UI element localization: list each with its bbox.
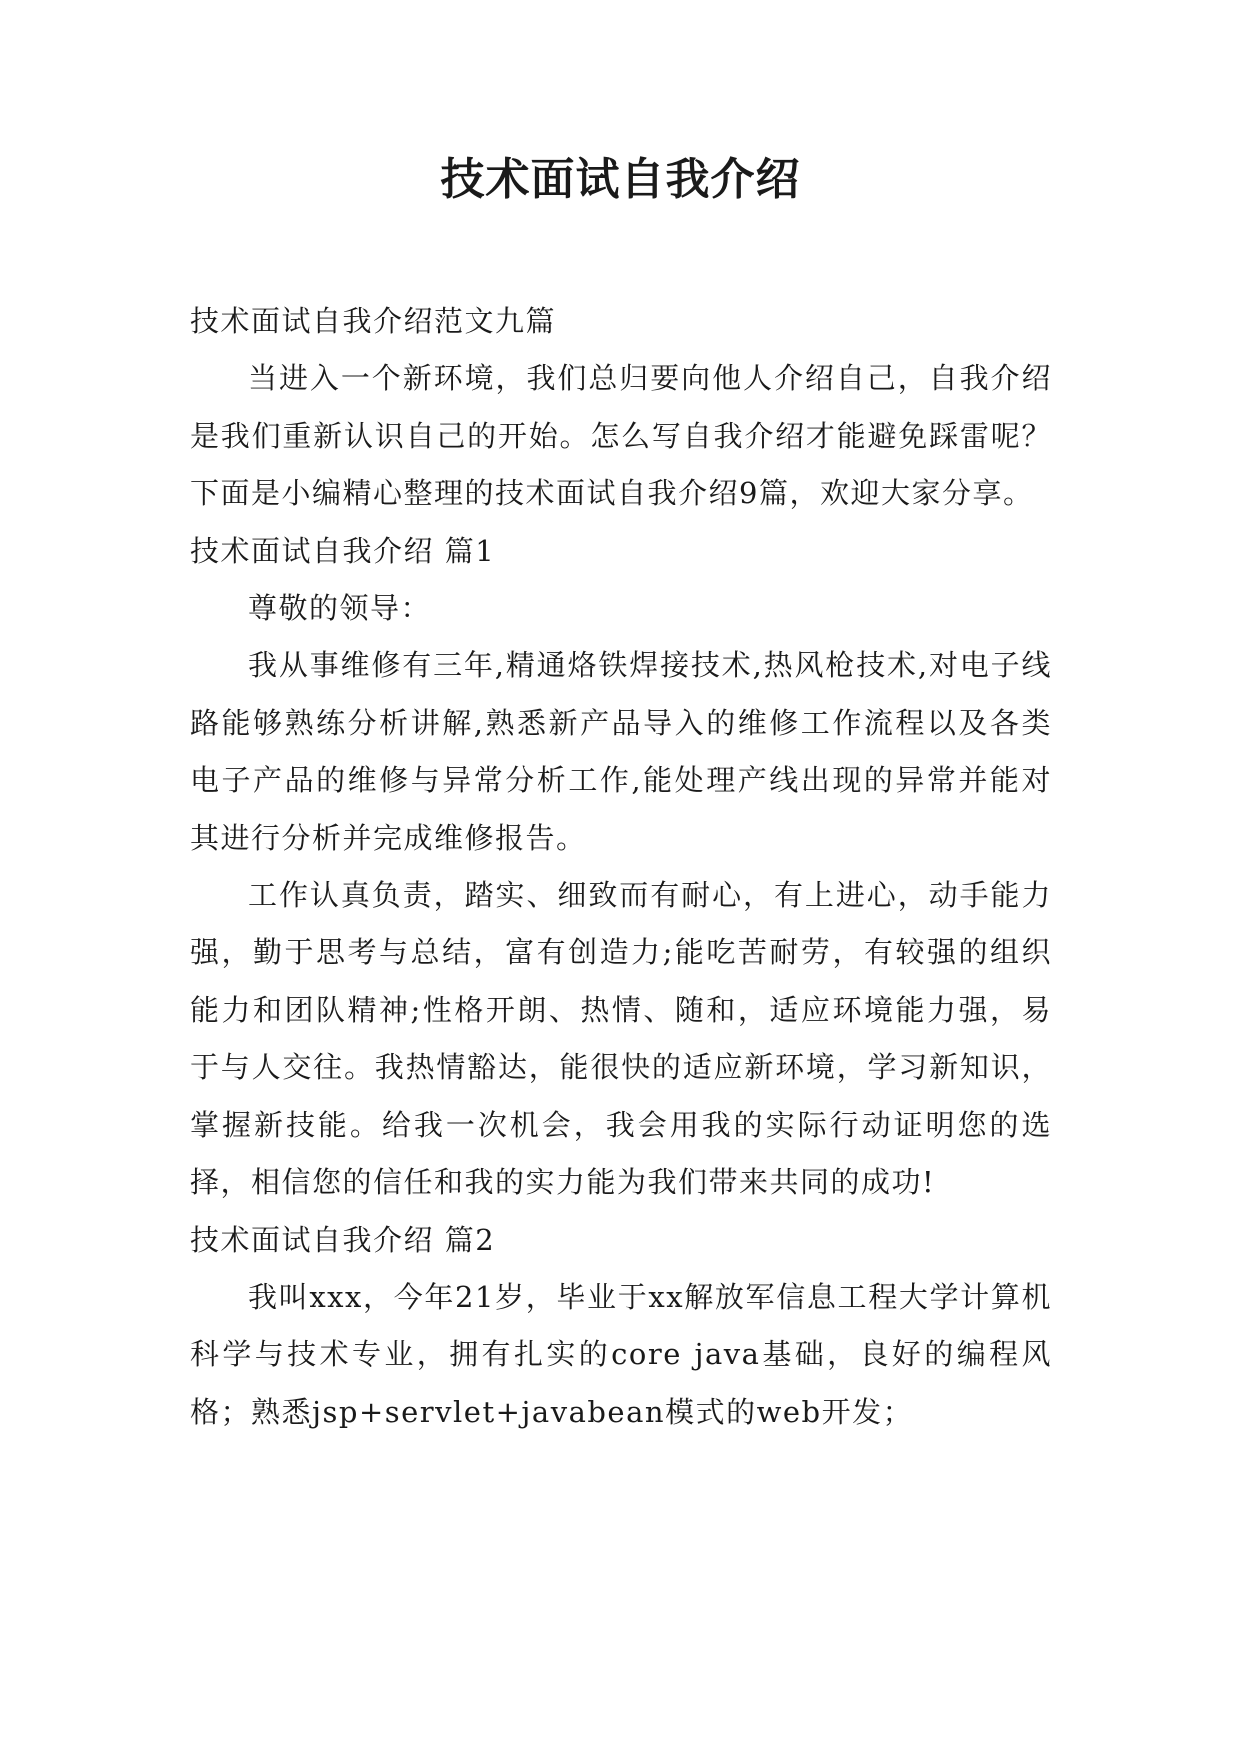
section-heading-1: 技术面试自我介绍 篇1 — [190, 533, 496, 568]
intro-paragraph: 当进入一个新环境，我们总归要向他人介绍自己，自我介绍是我们重新认识自己的开始。怎么写自我介绍才能避免踩雷呢？下面是小编精心整理的技术面试自我介绍9篇，欢迎大家分享。 — [190, 361, 1052, 511]
section-2-paragraph-1: 我叫xxx，今年21岁，毕业于xx解放军信息工程大学计算机科学与技术专业，拥有扎实的core java基础，良好的编程风格；熟悉jsp+servlet+javabean模式的web开发； — [190, 1279, 1052, 1429]
section-1-paragraph-1: 我从事维修有三年,精通烙铁焊接技术,热风枪技术,对电子线路能够熟练分析讲解,熟悉新产品导入的维修工作流程以及各类电子产品的维修与异常分析工作,能处理产线出现的异常并能对其进行分析并完成维修报告。 — [190, 648, 1052, 855]
document-title: 技术面试自我介绍 — [440, 154, 801, 205]
document-body — [190, 293, 1052, 1441]
section-heading-2: 技术面试自我介绍 篇2 — [190, 1222, 496, 1257]
intro-heading: 技术面试自我介绍范文九篇 — [190, 304, 557, 338]
section-1-paragraph-2: 工作认真负责，踏实、细致而有耐心，有上进心，动手能力强，勤于思考与总结，富有创造力;能吃苦耐劳，有较强的组织能力和团队精神;性格开朗、热情、随和，适应环境能力强，易于与人交往。我热情豁达，能很快的适应新环境，学习新知识，掌握新技能。给我一次机会，我会用我的实际行动证明您的选择，相信您的信任和我的实力能为我们带来共同的成功! — [190, 878, 1052, 1200]
salutation: 尊敬的领导： — [248, 591, 432, 626]
